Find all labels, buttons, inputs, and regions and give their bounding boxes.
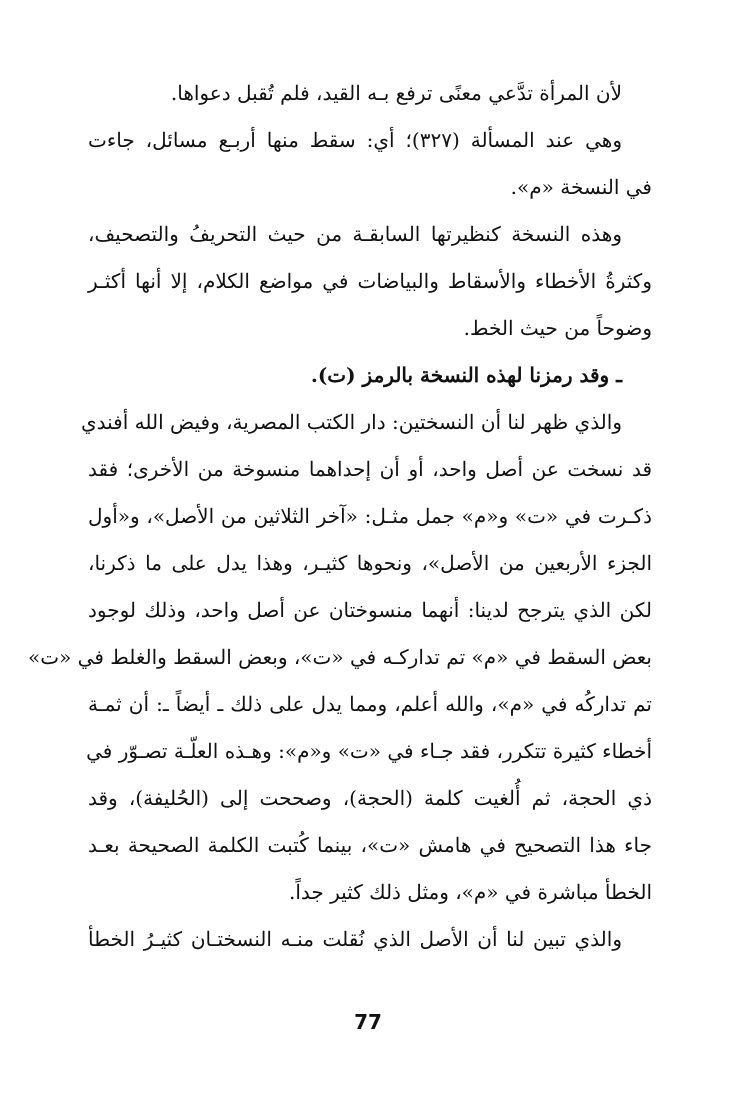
- paragraph-6: [88, 916, 652, 963]
- text-line: وكثرةُ الأخطاء والأسقاط والبياضات في مواضع الكلام، إلا أنها أكثـر: [88, 269, 652, 293]
- text-line: الجزء الأربعين من الأصل»، ونحوها كثيـر، وهذا يدل على ما ذكرنا،: [88, 551, 652, 575]
- paragraph-3: [88, 211, 652, 352]
- text-line: ذكـرت في «ت» و«م» جمل مثـل: «آخر الثلاثين من الأصل»، و«أول: [88, 504, 652, 528]
- text-line: لكن الذي يترجح لدينا: أنهما منسوختان عن أصل واحد، وذلك لوجود: [88, 598, 652, 622]
- text-line: وهذه النسخة كنظيرتها السابقـة من حيث التحريفُ والتصحيف،: [88, 222, 622, 246]
- text-line: جاء هذا التصحيح في هامش «ت»، بينما كُتبت الكلمة الصحيحة بعـد: [88, 833, 652, 857]
- text-line: وهي عند المسألة (٣٢٧)؛ أي: سقط منها أربـع مسائل، جاءت: [88, 128, 623, 152]
- text-line: الخطأ مباشرة في «م»، ومثل ذلك كثير جداً.: [288, 880, 652, 904]
- text-line: تم تداركُه في «م»، والله أعلم، ومما يدل على ذلك ـ أيضاً ـ: أن ثمـة: [88, 692, 652, 716]
- paragraph-5: [28, 399, 652, 916]
- text-line: لأن المرأة تدَّعي معنًى ترفع بـه القيد، فلم تُقبل دعواها.: [170, 81, 622, 105]
- paragraph-2: [88, 117, 652, 211]
- paragraph-1: [88, 70, 652, 117]
- page-number: 77: [354, 1010, 382, 1034]
- paragraph-4-heading: [88, 352, 652, 399]
- page-body: [28, 70, 652, 963]
- text-line: بعض السقط في «م» تم تداركـه في «ت»، وبعض السقط والغلط في «ت»: [28, 645, 652, 669]
- text-line: والذي ظهر لنا أن النسختين: دار الكتب المصرية، وفيض الله أفندي: [80, 410, 622, 434]
- text-line: ذي الحجة، ثم أُلغيت كلمة (الحجة)، وصححت إلى (الحُليفة)، وقد: [88, 786, 652, 810]
- text-line: قد نسخت عن أصل واحد، أو أن إحداهما منسوخة من الأخرى؛ فقد: [88, 457, 652, 481]
- text-line: وضوحاً من حيث الخط.: [463, 316, 652, 340]
- text-line: في النسخة «م».: [510, 175, 652, 199]
- text-line: أخطاء كثيرة تتكرر، فقد جـاء في «ت» و«م»: وهـذه العلّـة تصـوّر في: [86, 739, 652, 763]
- section-note: ـ وقد رمزنا لهذه النسخة بالرمز (ت).: [310, 363, 622, 387]
- text-line: والذي تبين لنا أن الأصل الذي نُقلت منـه النسختـان كثيـرُ الخطأ: [88, 927, 622, 951]
